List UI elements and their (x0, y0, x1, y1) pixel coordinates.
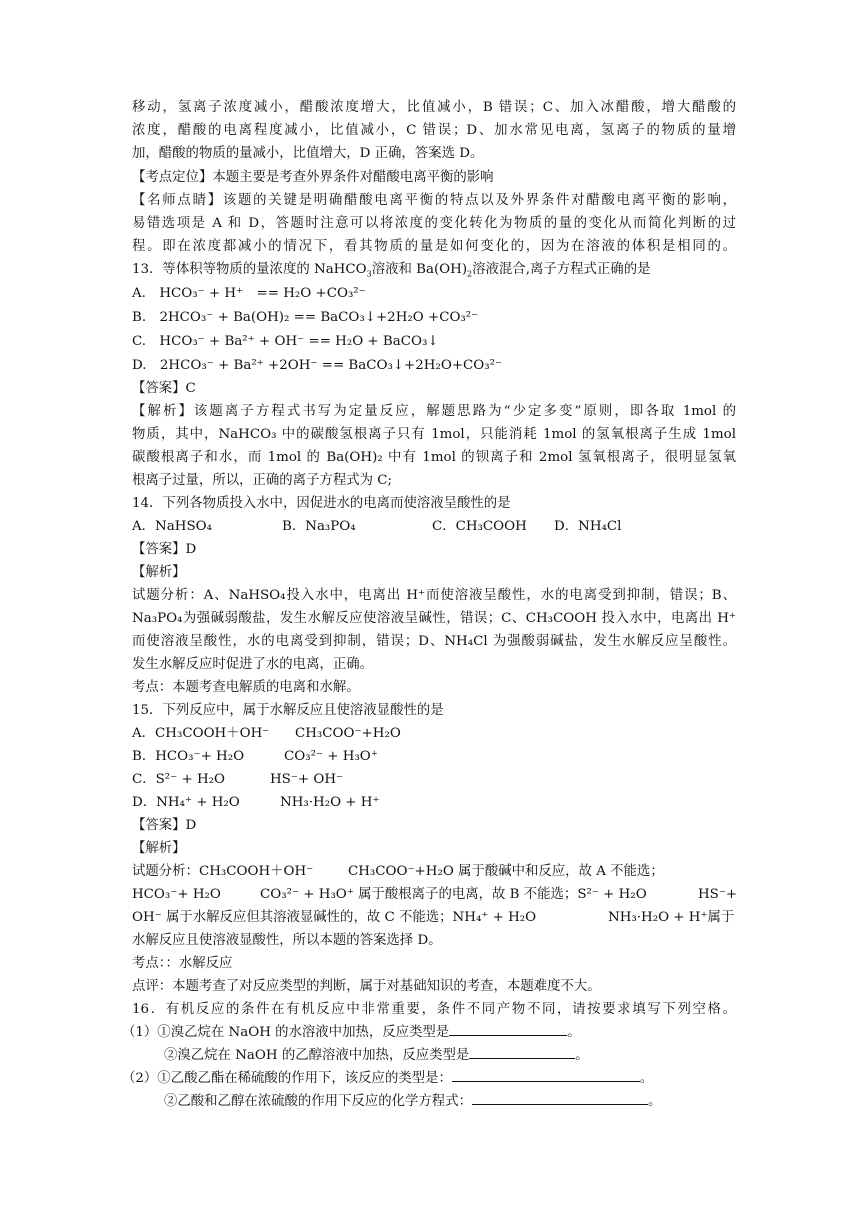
q14-analysis-line: 发生水解反应时促进了水的电离，正确。 (132, 657, 374, 672)
answer-blank[interactable] (449, 1023, 567, 1036)
q14-analysis-line: 而使溶液呈酸性，水的电离受到抑制，错误；D、NH₄Cl 为强酸弱碱盐，发生水解反应呈酸性。 (132, 634, 736, 649)
q15-analysis-part: HCO₃⁻+ H₂O (132, 887, 221, 902)
q15-stem: 15．下列反应中，属于水解反应且使溶液显酸性的是 (132, 703, 444, 718)
q15-analysis-part: NH₃·H₂O + H⁺属于 (608, 910, 735, 925)
q14-analysis-line: 试题分析：A、NaHSO₄投入水中，电离出 H⁺而使溶液呈酸性，水的电离受到抑制，错误；B、 (132, 588, 736, 603)
q15-analysis-part: HS⁻+ (698, 887, 738, 902)
q12-analysis-line: 加，醋酸的物质的量减小，比值增大，D 正确，答案选 D。 (132, 146, 484, 161)
q14-answer: 【答案】D (132, 542, 197, 557)
q16-stem: 16．有机反应的条件在有机反应中非常重要，条件不同产物不同，请按要求填写下列空格。 (132, 1002, 736, 1017)
q12-mingshi-line: 【名师点睛】该题的关键是明确醋酸电离平衡的特点以及外界条件对醋酸电离平衡的影响， (132, 193, 736, 208)
q15-analysis-part: CH₃COO⁻+H₂O 属于酸碱中和反应，故 A 不能选； (348, 864, 664, 879)
q15-jiexi-label: 【解析】 (132, 841, 186, 856)
q13-explanation-line: 【解析】该题离子方程式书写为定量反应，解题思路为“少定多变”原则，即各取 1mol 的 (132, 404, 736, 419)
q14-kaodian: 考点：本题考查电解质的电离和水解。 (132, 680, 360, 695)
q13-explanation-line: 物质，其中，NaHCO₃ 中的碳酸氢根离子只有 1mol，只能消耗 1mol 的氢氧根离子生成 1mol (132, 427, 736, 442)
answer-blank[interactable] (452, 1069, 640, 1082)
q15-analysis-part: CO₃²⁻ + H₃O⁺ 属于酸根离子的电离，故 B 不能选；S²⁻ + H₂O (260, 887, 647, 902)
answer-blank[interactable] (472, 1092, 648, 1105)
q16-part1-b: ②溴乙烷在 NaOH 的乙醇溶液中加热，反应类型是 。 (164, 1048, 589, 1063)
q14-jiexi-label: 【解析】 (132, 565, 186, 580)
q12-kaodian: 【考点定位】本题主要是考查外界条件对醋酸电离平衡的影响 (132, 170, 494, 185)
q12-mingshi-line: 易错选项是 A 和 D，答题时注意可以将浓度的变化转化为物质的量的变化从而简化判断的过 (132, 216, 736, 231)
answer-blank[interactable] (469, 1046, 575, 1059)
q15-option-a-right: CH₃COO⁻+H₂O (295, 726, 401, 741)
q15-option-b-left: B．HCO₃⁻+ H₂O (132, 749, 245, 764)
q15-option-c-left: C．S²⁻ + H₂O (132, 772, 226, 787)
q15-option-a-left: A．CH₃COOH＋OH⁻ (132, 726, 270, 741)
q14-option-d: D．NH₄Cl (554, 519, 622, 534)
q13-option-d: D. 2HCO₃⁻ + Ba²⁺ +2OH⁻ == BaCO₃↓+2H₂O+CO₃²⁻ (132, 358, 503, 373)
q13-option-c: C. HCO₃⁻ + Ba²⁺ + OH⁻ == H₂O + BaCO₃↓ (132, 334, 439, 349)
q13-explanation-line: 根离子过量，所以，正确的离子方程式为 C; (132, 473, 393, 488)
q15-analysis-part: 试题分析：CH₃COOH＋OH⁻ (132, 864, 314, 879)
q15-analysis-part: OH⁻ 属于水解反应但其溶液显碱性的，故 C 不能选；NH₄⁺ + H₂O (132, 910, 537, 925)
q14-option-a: A．NaHSO₄ (132, 519, 212, 534)
q15-analysis-line: 水解反应且使溶液显酸性，所以本题的答案选择 D。 (132, 933, 442, 948)
q12-analysis-line: 浓度，醋酸的电离程度减小，比值减小，C 错误；D、加水常见电离，氢离子的物质的量增 (132, 123, 736, 138)
q13-answer: 【答案】C (132, 381, 196, 396)
q15-option-d-left: D．NH₄⁺ + H₂O (132, 795, 240, 810)
q16-part1-a: （1）①溴乙烷在 NaOH 的水溶液中加热，反应类型是 。 (122, 1025, 581, 1040)
q15-kaodian: 考点：：水解反应 (132, 956, 233, 971)
q16-part2-b: ②乙酸和乙醇在浓硫酸的作用下反应的化学方程式： 。 (164, 1094, 662, 1109)
q13-explanation-line: 碳酸根离子和水，而 1mol 的 Ba(OH)₂ 中有 1mol 的钡离子和 2mol 氢氧根离子，很明显氢氧 (132, 450, 736, 465)
q15-option-c-right: HS⁻+ OH⁻ (270, 772, 344, 787)
q15-option-d-right: NH₃·H₂O + H⁺ (280, 795, 380, 810)
q12-analysis-line: 移动，氢离子浓度减小，醋酸浓度增大，比值减小，B 错误；C、加入冰醋酸，增大醋酸的 (132, 100, 736, 115)
q13-option-b: B. 2HCO₃⁻ + Ba(OH)₂ == BaCO₃↓+2H₂O +CO₃²⁻ (132, 310, 479, 325)
q14-option-b: B．Na₃PO₄ (282, 519, 356, 534)
q13-option-a: A. HCO₃⁻ + H⁺ == H₂O +CO₃²⁻ (132, 286, 366, 301)
q15-dianping: 点评：本题考查了对反应类型的判断，属于对基础知识的考查，本题难度不大。 (132, 979, 601, 994)
q13-stem: 13．等体积等物质的量浓度的 NaHCO$_3$溶液和 $Ba(OH)_2$溶液混合,离子方程式正确的是 (132, 262, 651, 279)
q14-analysis-line: Na₃PO₄为强碱弱酸盐，发生水解反应使溶液呈碱性，错误；C、CH₃COOH 投入水中，电离出 H⁺ (132, 611, 736, 626)
q16-part2-a: （2）①乙酸乙酯在稀硫酸的作用下，该反应的类型是： 。 (122, 1071, 654, 1086)
q15-option-b-right: CO₃²⁻ + H₃O⁺ (284, 749, 378, 764)
q12-mingshi-line: 程。即在浓度都减小的情况下，看其物质的量是如何变化的，因为在溶液的体积是相同的。 (132, 239, 736, 254)
q14-stem: 14．下列各物质投入水中，因促进水的电离而使溶液呈酸性的是 (132, 496, 511, 511)
q15-answer: 【答案】D (132, 818, 197, 833)
q14-option-c: C．CH₃COOH (432, 519, 527, 534)
